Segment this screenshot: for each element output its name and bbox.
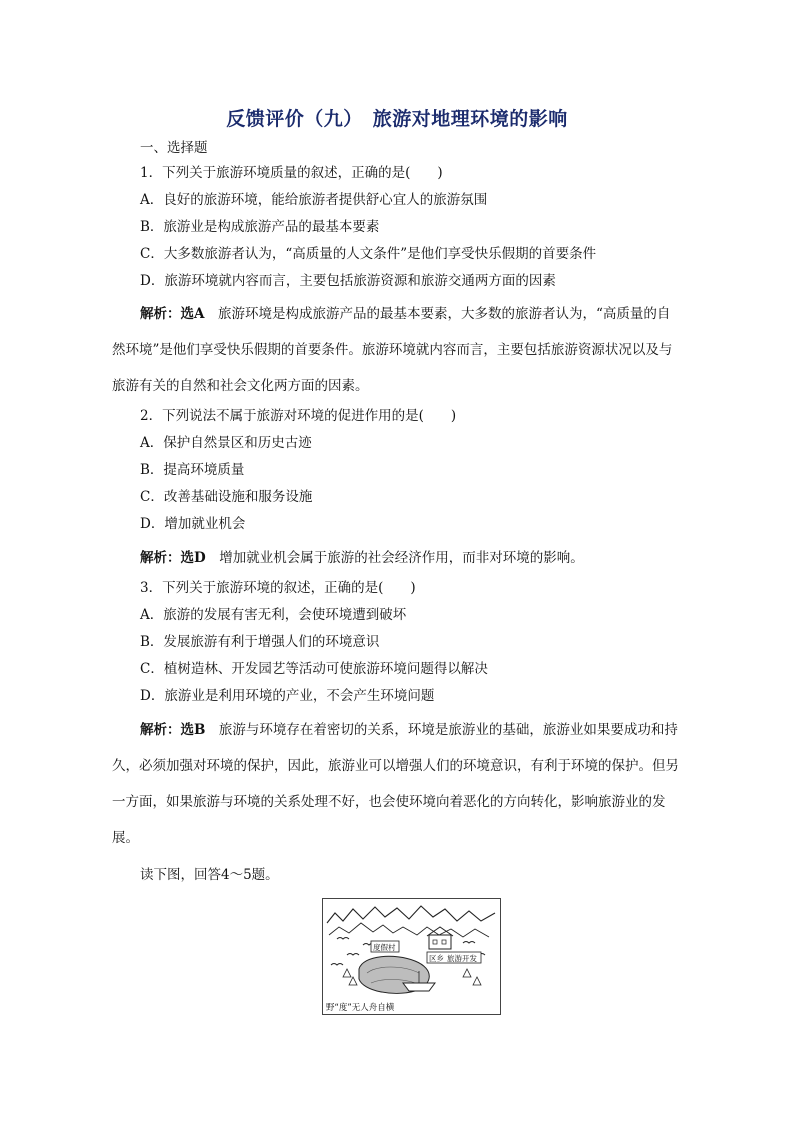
landscape-illustration — [323, 899, 500, 1014]
q3-explain-text: 旅游与环境存在着密切的关系，环境是旅游业的基础，旅游业如果要成功和持久，必须加强对环境的保护，因此，旅游业可以增强人们的环境意识，有利于环境的保护。但另一方面，如果旅游与环境的关系处理不好，也会使环境向着恶化的方向转化，影响旅游业的发展。 — [112, 722, 679, 846]
label-resort: 度假村 — [373, 943, 396, 952]
q1-stem: 1．下列关于旅游环境质量的叙述，正确的是( ) — [140, 165, 443, 181]
q3-stem: 3．下列关于旅游环境的叙述，正确的是( ) — [140, 580, 416, 596]
label-dev: 旅游开发 — [447, 954, 477, 963]
q3-option-c: C．植树造林、开发园艺等活动可使旅游环境问题得以解决 — [140, 661, 488, 677]
q3-option-d: D．旅游业是利用环境的产业，不会产生环境问题 — [140, 688, 435, 704]
q2-option-d: D．增加就业机会 — [140, 516, 246, 532]
q3-explanation — [112, 712, 682, 856]
q3-option-b: B．发展旅游有利于增强人们的环境意识 — [140, 634, 380, 650]
q2-explain-text: 增加就业机会属于旅游的社会经济作用，而非对环境的影响。 — [205, 550, 584, 566]
read-figure-prompt: 读下图，回答4～5题。 — [140, 867, 279, 883]
q3-option-a: A．旅游的发展有害无利，会使环境遭到破坏 — [140, 607, 407, 623]
q2-option-a: A．保护自然景区和历史古迹 — [140, 435, 312, 451]
q2-option-b: B．提高环境质量 — [140, 462, 245, 478]
q2-stem: 2．下列说法不属于旅游对环境的促进作用的是( ) — [140, 408, 457, 424]
q1-explain-text: 旅游环境是构成旅游产品的最基本要素，大多数的旅游者认为，“高质量的自然环境”是他们享受快乐假期的首要条件。旅游环境就内容而言，主要包括旅游资源状况以及与旅游有关的自然和社会文化两方面的因素。 — [112, 306, 673, 394]
q1-explanation — [112, 296, 682, 404]
q2-option-c: C．改善基础设施和服务设施 — [140, 489, 313, 505]
q3-explain-label: 解析：选B — [140, 722, 206, 738]
q2-explain-label: 解析：选D — [140, 550, 206, 566]
section-heading: 一、选择题 — [140, 140, 208, 156]
page-title: 反馈评价（九） 旅游对地理环境的影响 — [226, 108, 568, 130]
q1-option-a: A．良好的旅游环境，能给旅游者提供舒心宜人的旅游氛围 — [140, 192, 488, 208]
q1-option-d: D．旅游环境就内容而言，主要包括旅游资源和旅游交通两方面的因素 — [140, 273, 556, 289]
q2-explanation — [112, 540, 682, 576]
label-town: 区乡 — [429, 954, 444, 963]
q1-option-c: C．大多数旅游者认为，“高质量的人文条件”是他们享受快乐假期的首要条件 — [140, 246, 597, 262]
figure-caption: 野“度”无人舟自横 — [326, 1003, 395, 1013]
q1-explain-label: 解析：选A — [140, 306, 205, 322]
landscape-figure — [322, 898, 501, 1015]
q1-option-b: B．旅游业是构成旅游产品的最基本要素 — [140, 219, 380, 235]
